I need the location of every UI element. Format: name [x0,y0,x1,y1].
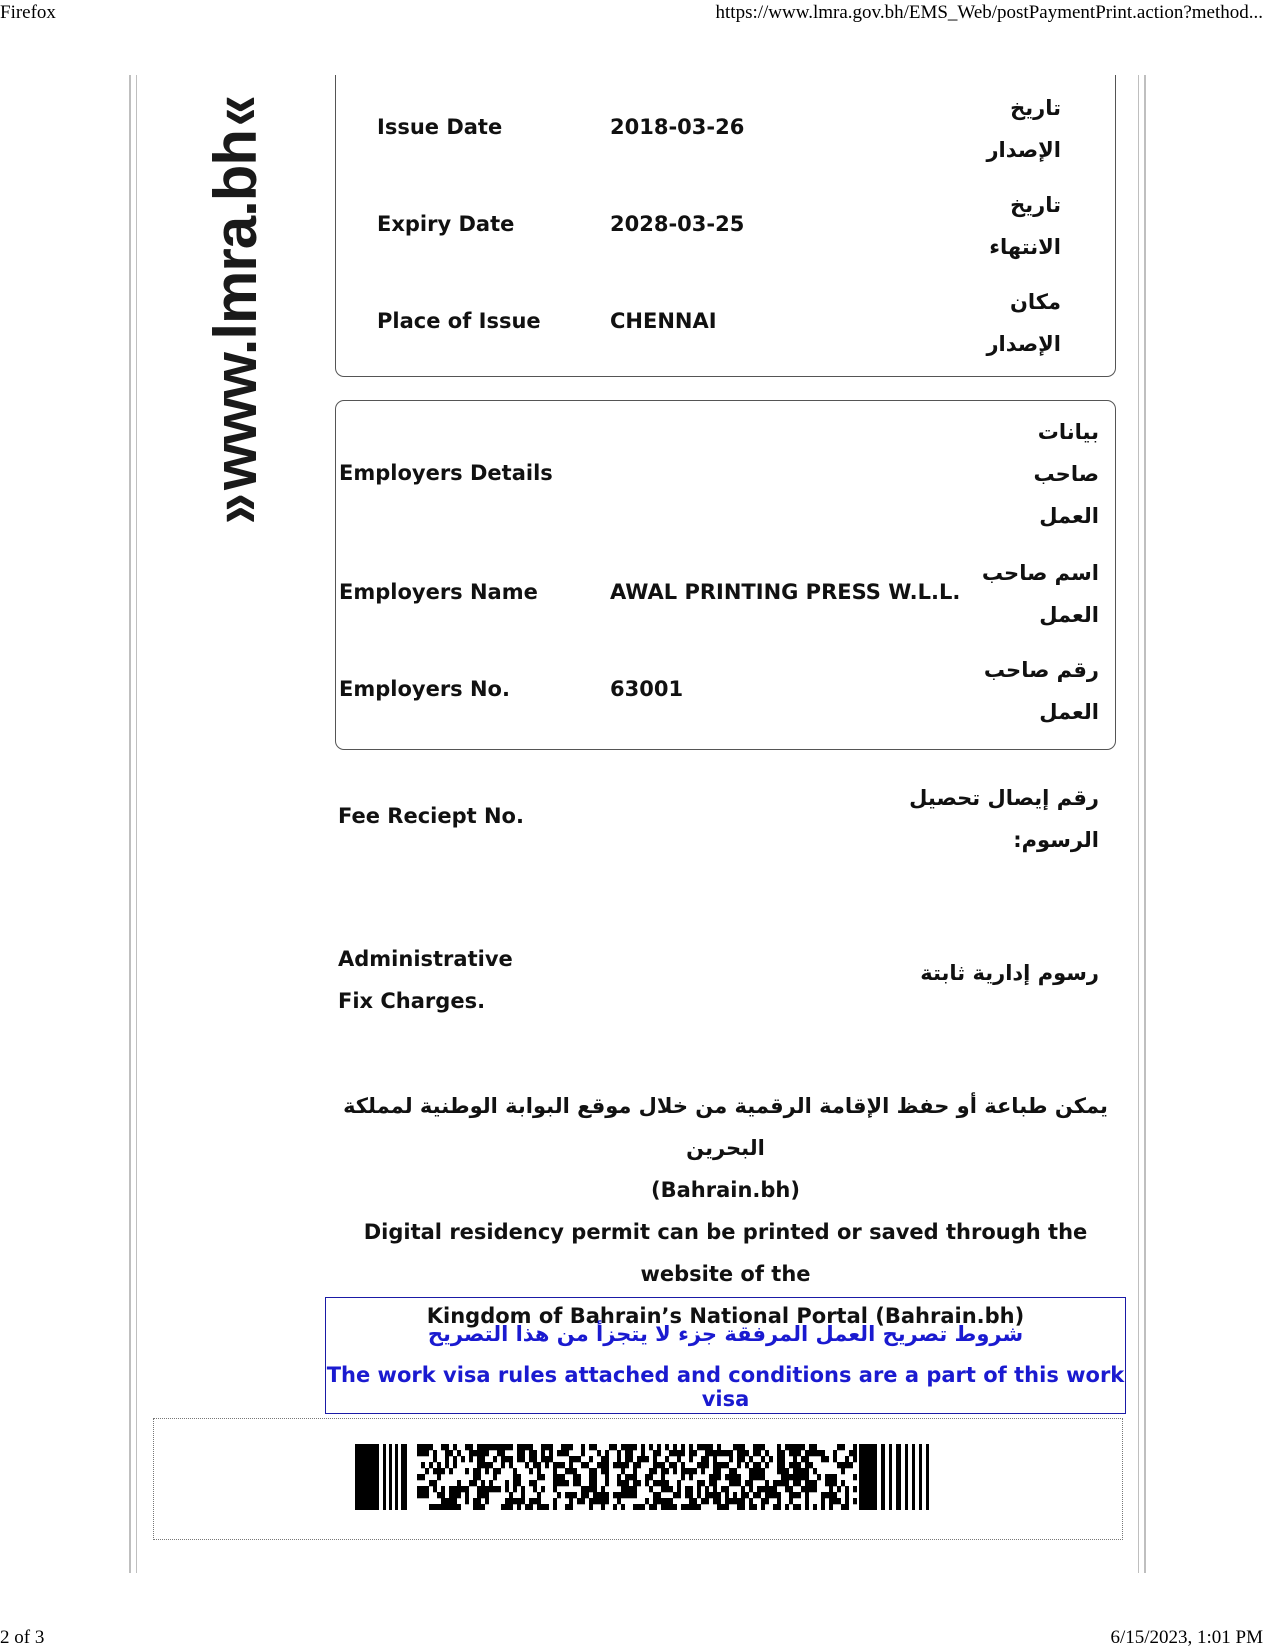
issue-date-label: Issue Date [377,115,503,139]
document-frame-left [129,75,137,1573]
work-visa-rules-box [325,1297,1126,1414]
logo-text: www.lmra.bh [201,129,269,491]
place-of-issue-value: CHENNAI [610,309,717,333]
employer-name-value: AWAL PRINTING PRESS W.L.L. [610,580,961,604]
pdf417-barcode [355,1444,930,1510]
browser-app-name: Firefox [0,2,56,23]
fee-receipt-label: Fee Reciept No. [338,804,524,828]
admin-charges-label: Administrative Fix Charges. [338,947,513,1013]
portal-note-ar: يمكن طباعة أو حفظ الإقامة الرقمية من خلال موقع البوابة الوطنية لمملكة البحرين [343,1094,1108,1160]
work-visa-rules-en: The work visa rules attached and conditions are a part of this work visa [326,1363,1125,1411]
portal-note-en-line2: Kingdom of Bahrain’s National Portal (Bahrain.bh) [426,1304,1025,1328]
chevron-right-icon: » [196,493,274,525]
expiry-date-label-ar: تاريخ الانتهاء [989,193,1061,259]
employer-name-label-ar: اسم صاحب العمل [981,561,1099,627]
print-datetime: 6/15/2023, 1:01 PM [1110,1627,1263,1648]
expiry-date-label: Expiry Date [377,212,515,236]
document-frame-right [1138,75,1146,1573]
chevron-left-icon: « [196,95,274,127]
portal-note-ar-suffix: (Bahrain.bh) [651,1178,800,1202]
issue-date-value: 2018-03-26 [610,115,745,139]
page-url: https://www.lmra.gov.bh/EMS_Web/postPaymentPrint.action?method... [715,2,1263,23]
employer-details-heading-ar: بيانات صاحب العمل [1033,420,1099,528]
employer-details-heading: Employers Details [339,461,553,485]
place-of-issue-label: Place of Issue [377,309,541,333]
employer-name-label: Employers Name [339,580,538,604]
fee-receipt-label-ar: رقم إيصال تحصيل الرسوم: [909,786,1099,852]
admin-charges-label-ar: رسوم إدارية ثابتة [920,961,1099,985]
barcode-box [153,1418,1123,1540]
employer-number-label-ar: رقم صاحب العمل [983,658,1099,724]
issue-date-label-ar: تاريخ الإصدار [986,96,1061,162]
page-indicator: 2 of 3 [0,1627,45,1648]
place-of-issue-label-ar: مكان الإصدار [986,290,1061,356]
portal-note-en-line1: Digital residency permit can be printed or saved through the website of the [363,1220,1088,1286]
employer-number-label: Employers No. [339,677,510,701]
employer-number-value: 63001 [610,677,684,701]
expiry-date-value: 2028-03-25 [610,212,745,236]
lmra-logo [195,74,275,546]
work-visa-rules-ar: شروط تصريح العمل المرفقة جزء لا يتجزأ من هذا التصريح [427,1322,1024,1346]
